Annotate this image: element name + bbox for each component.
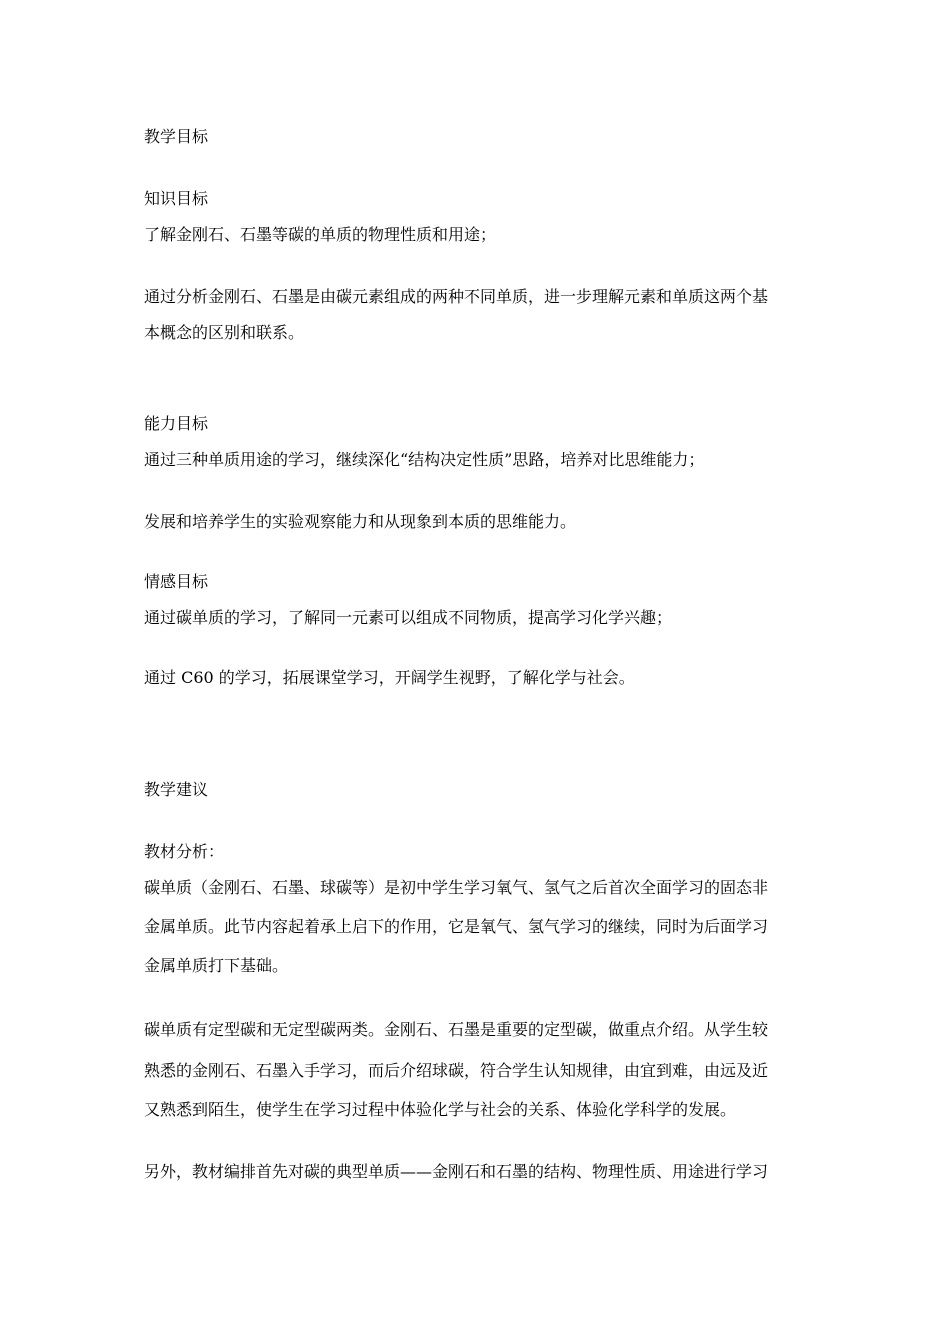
- emotion-paragraph-2: 通过 C60 的学习，拓展课堂学习，开阔学生视野，了解化学与社会。: [144, 668, 635, 687]
- ability-paragraph-2: 发展和培养学生的实验观察能力和从现象到本质的思维能力。: [144, 512, 577, 531]
- heading-ability-goals: 能力目标: [144, 414, 209, 433]
- analysis-paragraph-2-line-3: 又熟悉到陌生，使学生在学习过程中体验化学与社会的关系、体验化学科学的发展。: [144, 1100, 737, 1119]
- knowledge-paragraph-2-line-1: 通过分析金刚石、石墨是由碳元素组成的两种不同单质，进一步理解元素和单质这两个基: [144, 287, 769, 306]
- analysis-paragraph-3-line-1: 另外，教材编排首先对碳的典型单质——金刚石和石墨的结构、物理性质、用途进行学习: [144, 1162, 769, 1181]
- emotion-paragraph-1: 通过碳单质的学习，了解同一元素可以组成不同物质，提高学习化学兴趣；: [144, 608, 673, 627]
- analysis-paragraph-1-line-3: 金属单质打下基础。: [144, 956, 289, 975]
- heading-teaching-suggestions: 教学建议: [144, 780, 209, 799]
- heading-material-analysis: 教材分析：: [144, 842, 225, 861]
- analysis-paragraph-1-line-1: 碳单质（金刚石、石墨、球碳等）是初中学生学习氧气、氢气之后首次全面学习的固态非: [144, 878, 769, 897]
- knowledge-paragraph-2-line-2: 本概念的区别和联系。: [144, 323, 305, 342]
- heading-knowledge-goals: 知识目标: [144, 189, 209, 208]
- analysis-paragraph-1-line-2: 金属单质。此节内容起着承上启下的作用，它是氧气、氢气学习的继续，同时为后面学习: [144, 917, 769, 936]
- ability-paragraph-1: 通过三种单质用途的学习，继续深化“结构决定性质”思路，培养对比思维能力；: [144, 450, 705, 469]
- heading-teaching-goals: 教学目标: [144, 127, 209, 146]
- analysis-paragraph-2-line-2: 熟悉的金刚石、石墨入手学习，而后介绍球碳，符合学生认知规律，由宜到难，由远及近: [144, 1061, 769, 1080]
- analysis-paragraph-2-line-1: 碳单质有定型碳和无定型碳两类。金刚石、石墨是重要的定型碳，做重点介绍。从学生较: [144, 1020, 769, 1039]
- knowledge-paragraph-1: 了解金刚石、石墨等碳的单质的物理性质和用途；: [144, 225, 497, 244]
- heading-emotion-goals: 情感目标: [144, 572, 209, 591]
